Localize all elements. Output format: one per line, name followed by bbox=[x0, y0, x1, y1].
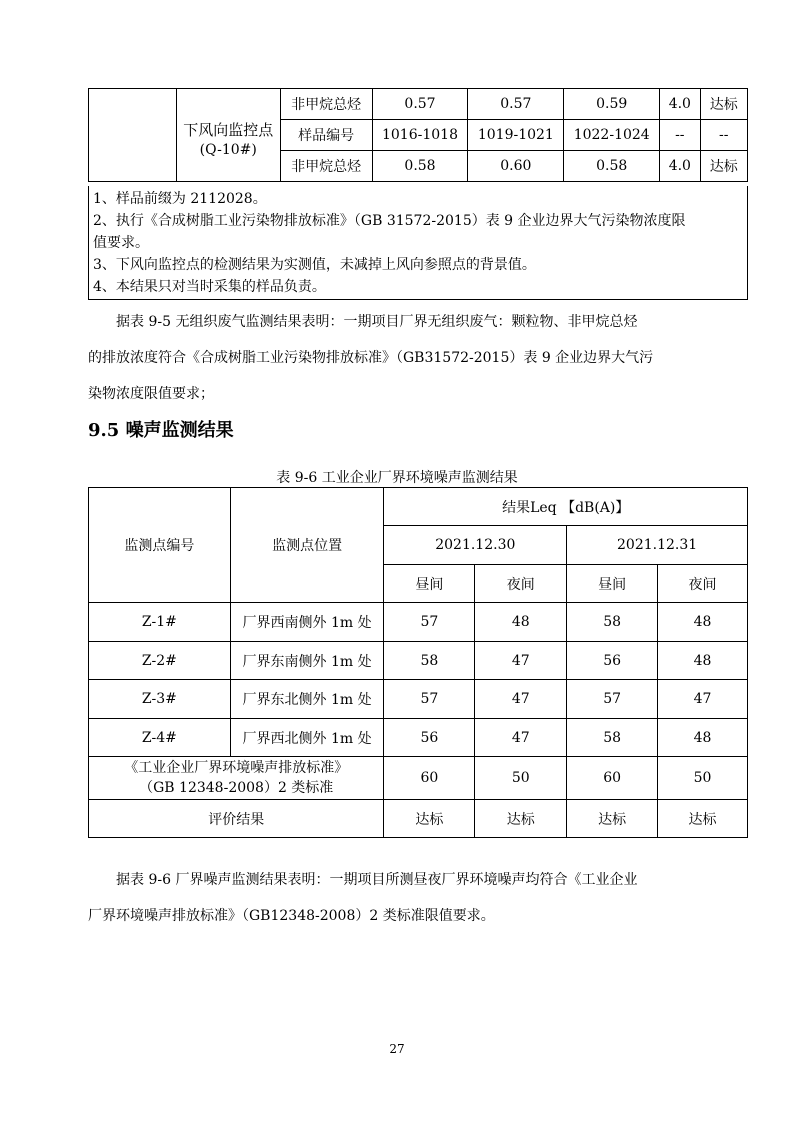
limit-cell: 60 bbox=[567, 757, 658, 800]
limit-cell: 50 bbox=[658, 757, 748, 800]
header-day: 昼间 bbox=[567, 565, 658, 603]
standard-line: 《工业企业厂界环境噪声排放标准》 bbox=[124, 760, 349, 776]
eval-cell: 达标 bbox=[384, 800, 475, 838]
waste-gas-table-continued bbox=[88, 88, 748, 182]
header-location: 监测点位置 bbox=[230, 488, 384, 603]
location-cell: 厂界西南侧外 1m 处 bbox=[230, 603, 384, 642]
paragraph-waste-gas-conclusion bbox=[88, 304, 748, 412]
note-line: 4、本结果只对当时采集的样品负责。 bbox=[93, 279, 326, 295]
value-cell: 57 bbox=[384, 680, 475, 719]
value-cell: 1016-1018 bbox=[372, 120, 468, 151]
value-cell: 48 bbox=[658, 642, 748, 680]
item-cell: 非甲烷总烃 bbox=[280, 89, 372, 120]
empty-cell bbox=[89, 89, 177, 182]
note-line: 2、执行《合成树脂工业污染物排放标准》（GB 31572-2015）表 9 企业边界大气污染物浓度限 bbox=[93, 213, 686, 229]
paragraph-line: 的排放浓度符合《合成树脂工业污染物排放标准》（GB31572-2015）表 9 企业边界大气污 bbox=[88, 350, 654, 366]
noise-results-table bbox=[88, 487, 748, 838]
value-cell: 0.57 bbox=[468, 89, 564, 120]
value-cell: 0.58 bbox=[564, 151, 660, 182]
table-row bbox=[89, 603, 748, 642]
value-cell: 48 bbox=[658, 719, 748, 757]
limit-cell: 4.0 bbox=[660, 151, 700, 182]
location-cell: 厂界东南侧外 1m 处 bbox=[230, 642, 384, 680]
table-row bbox=[89, 120, 748, 151]
note-line: 值要求。 bbox=[93, 235, 149, 251]
paragraph-noise-conclusion bbox=[88, 862, 748, 934]
paragraph-line: 据表 9-5 无组织废气监测结果表明：一期项目厂界无组织废气：颗粒物、非甲烷总烃 bbox=[116, 314, 638, 330]
eval-label-cell: 评价结果 bbox=[89, 800, 384, 838]
eval-cell: 达标 bbox=[475, 800, 567, 838]
value-cell: 47 bbox=[658, 680, 748, 719]
header-day: 昼间 bbox=[384, 565, 475, 603]
header-point-id: 监测点编号 bbox=[89, 488, 231, 603]
table-row bbox=[89, 89, 748, 120]
value-cell: 48 bbox=[658, 603, 748, 642]
value-cell: 0.59 bbox=[564, 89, 660, 120]
value-cell: 57 bbox=[567, 680, 658, 719]
value-cell: 47 bbox=[475, 719, 567, 757]
result-cell: -- bbox=[700, 120, 748, 151]
table-row bbox=[89, 488, 748, 526]
eval-cell: 达标 bbox=[567, 800, 658, 838]
standard-line: （GB 12348-2008）2 类标准 bbox=[139, 780, 334, 796]
point-id-cell: Z-3# bbox=[89, 680, 231, 719]
item-cell: 非甲烷总烃 bbox=[280, 151, 372, 182]
limit-cell: 4.0 bbox=[660, 89, 700, 120]
header-date: 2021.12.31 bbox=[567, 526, 748, 565]
value-cell: 0.58 bbox=[372, 151, 468, 182]
value-cell: 1022-1024 bbox=[564, 120, 660, 151]
paragraph-line: 据表 9-6 厂界噪声监测结果表明：一期项目所测昼夜厂界环境噪声均符合《工业企业 bbox=[116, 872, 638, 888]
paragraph-line: 厂界环境噪声排放标准》（GB12348-2008）2 类标准限值要求。 bbox=[88, 908, 495, 924]
table-caption: 表 9-6 工业企业厂界环境噪声监测结果 bbox=[276, 470, 518, 486]
table-row bbox=[89, 757, 748, 800]
monitor-point-code: (Q-10#) bbox=[199, 141, 257, 158]
limit-cell: -- bbox=[660, 120, 700, 151]
header-result: 结果Leq 【dB(A)】 bbox=[384, 488, 748, 526]
limit-cell: 60 bbox=[384, 757, 475, 800]
table-row bbox=[89, 800, 748, 838]
value-cell: 0.57 bbox=[372, 89, 468, 120]
table-row bbox=[89, 680, 748, 719]
point-id-cell: Z-1# bbox=[89, 603, 231, 642]
value-cell: 56 bbox=[567, 642, 658, 680]
section-heading: 9.5 噪声监测结果 bbox=[88, 420, 234, 441]
value-cell: 48 bbox=[475, 603, 567, 642]
point-id-cell: Z-4# bbox=[89, 719, 231, 757]
header-night: 夜间 bbox=[658, 565, 748, 603]
standard-cell bbox=[89, 757, 384, 800]
page-number: 27 bbox=[389, 1042, 405, 1056]
header-night: 夜间 bbox=[475, 565, 567, 603]
value-cell: 58 bbox=[384, 642, 475, 680]
value-cell: 58 bbox=[567, 719, 658, 757]
empty-cell bbox=[176, 89, 280, 120]
header-date: 2021.12.30 bbox=[384, 526, 567, 565]
result-cell: 达标 bbox=[700, 89, 748, 120]
value-cell: 57 bbox=[384, 603, 475, 642]
monitor-point-cell bbox=[176, 120, 280, 182]
value-cell: 1019-1021 bbox=[468, 120, 564, 151]
location-cell: 厂界东北侧外 1m 处 bbox=[230, 680, 384, 719]
item-cell: 样品编号 bbox=[280, 120, 372, 151]
limit-cell: 50 bbox=[475, 757, 567, 800]
value-cell: 47 bbox=[475, 680, 567, 719]
value-cell: 58 bbox=[567, 603, 658, 642]
result-cell: 达标 bbox=[700, 151, 748, 182]
table-notes bbox=[88, 186, 748, 300]
eval-cell: 达标 bbox=[658, 800, 748, 838]
note-line: 3、下风向监控点的检测结果为实测值，未减掉上风向参照点的背景值。 bbox=[93, 257, 536, 273]
value-cell: 56 bbox=[384, 719, 475, 757]
value-cell: 0.60 bbox=[468, 151, 564, 182]
value-cell: 47 bbox=[475, 642, 567, 680]
location-cell: 厂界西北侧外 1m 处 bbox=[230, 719, 384, 757]
table-row bbox=[89, 642, 748, 680]
table-row bbox=[89, 719, 748, 757]
monitor-point-label: 下风向监控点 bbox=[183, 120, 274, 139]
point-id-cell: Z-2# bbox=[89, 642, 231, 680]
note-line: 1、样品前缀为 2112028。 bbox=[93, 191, 267, 207]
paragraph-line: 染物浓度限值要求； bbox=[88, 386, 214, 402]
